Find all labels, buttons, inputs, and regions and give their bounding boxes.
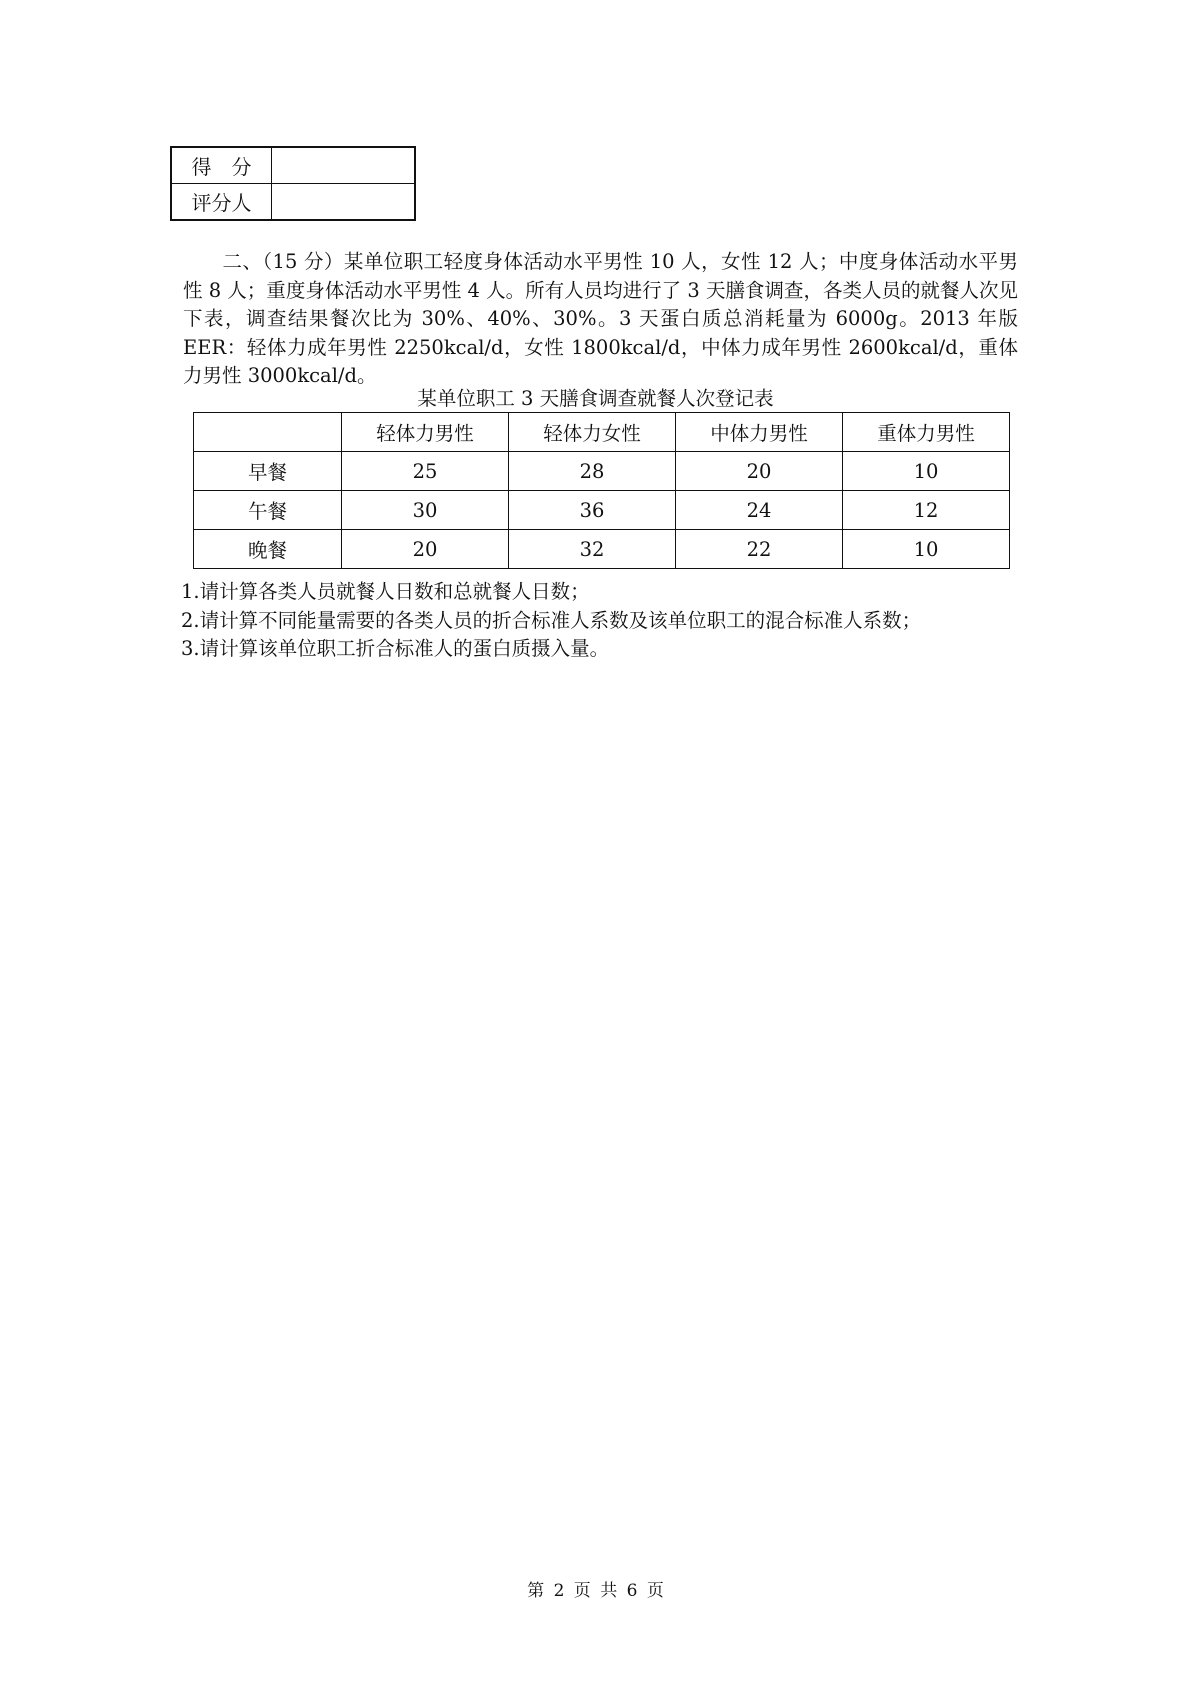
score-label: 得 分	[171, 147, 272, 184]
table-row	[194, 452, 1010, 491]
grader-label: 评分人	[171, 184, 272, 221]
table-cell: 25	[342, 452, 509, 491]
score-value-cell	[272, 147, 416, 184]
meal-table	[193, 412, 1010, 569]
table-cell: 28	[509, 452, 676, 491]
table-caption: 某单位职工 3 天膳食调查就餐人次登记表	[417, 387, 774, 410]
table-cell: 22	[676, 530, 843, 569]
table-cell: 20	[676, 452, 843, 491]
page-footer: 第 2 页 共 6 页	[527, 1581, 664, 1601]
grader-value-cell	[272, 184, 416, 221]
table-row	[194, 530, 1010, 569]
task-item-2: 2.请计算不同能量需要的各类人员的折合标准人系数及该单位职工的混合标准人系数；	[181, 608, 922, 632]
table-header-row	[194, 413, 1010, 452]
table-cell: 20	[342, 530, 509, 569]
table-cell: 30	[342, 491, 509, 530]
question-text	[183, 248, 1018, 391]
task-item-3: 3.请计算该单位职工折合标准人的蛋白质摄入量。	[181, 637, 610, 660]
score-row	[171, 147, 415, 184]
header-light-female: 轻体力女性	[509, 413, 676, 452]
table-cell: 24	[676, 491, 843, 530]
table-cell: 10	[843, 452, 1010, 491]
table-cell: 12	[843, 491, 1010, 530]
score-box	[170, 146, 416, 221]
table-cell: 36	[509, 491, 676, 530]
table-cell: 10	[843, 530, 1010, 569]
header-moderate-male: 中体力男性	[676, 413, 843, 452]
row-label-dinner: 晚餐	[194, 530, 342, 569]
header-empty	[194, 413, 342, 452]
task-list	[181, 578, 921, 664]
header-light-male: 轻体力男性	[342, 413, 509, 452]
row-label-breakfast: 早餐	[194, 452, 342, 491]
task-item-1: 1.请计算各类人员就餐人日数和总就餐人日数；	[181, 580, 590, 603]
grader-row	[171, 184, 415, 221]
table-row	[194, 491, 1010, 530]
question-body: 二、（15 分）某单位职工轻度身体活动水平男性 10 人，女性 12 人；中度身体活动水平男性 8 人；重度身体活动水平男性 4 人。所有人员均进行了 3 天膳食调查，各类人员的就餐人次见下表，调查结果餐次比为 30%、40%、30%。3 天蛋白质总消耗量为 6000g。2013 年版 EER：轻体力成年男性 2250kcal/d，女性 1800kcal/d，中体力成年男性 2600kcal/d，重体力男性 3000kcal/d。	[183, 250, 1018, 387]
row-label-lunch: 午餐	[194, 491, 342, 530]
header-heavy-male: 重体力男性	[843, 413, 1010, 452]
table-cell: 32	[509, 530, 676, 569]
